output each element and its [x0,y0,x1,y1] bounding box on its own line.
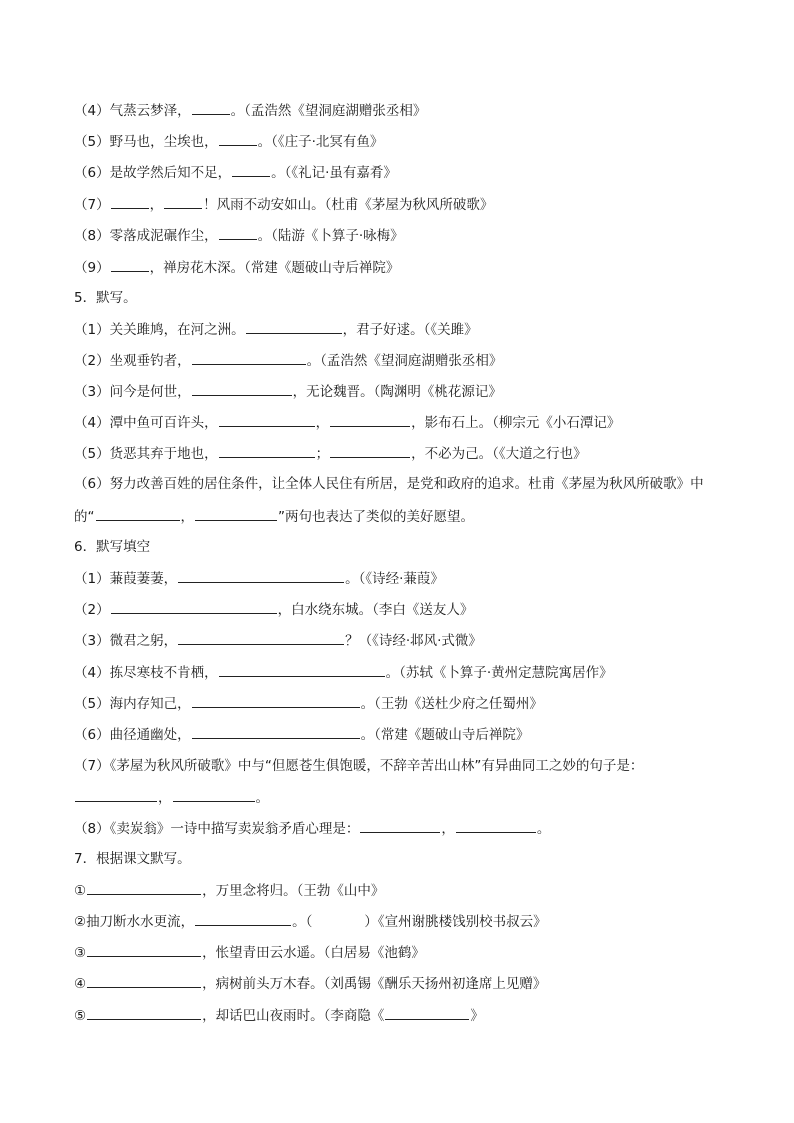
q7-title: 7．根据课文默写。 [74,851,191,867]
answer-blank[interactable] [385,1005,469,1020]
item-text: 坐观垂钓者， [109,353,191,369]
item-source: ？（《诗经·邶风·式微》 [345,633,482,649]
q7-item-1 [74,880,734,901]
item-number: （5） [74,696,110,712]
answer-blank[interactable] [195,911,291,926]
item-source: 。（陆游《卜算子·咏梅》 [257,228,404,244]
item-text: 是故学然后知不足， [109,165,232,181]
answer-blank[interactable] [87,973,201,988]
q6-title: 6．默写填空 [74,539,151,555]
q4-item-6 [74,162,734,183]
item-number: （5） [74,134,110,150]
q5-item-4 [74,412,734,433]
answer-blank[interactable] [192,693,360,708]
item-text: ， [180,509,194,525]
q6-item-7-line2 [74,787,734,808]
q6-item-7 [74,756,734,776]
item-source: ，白水绕东城。（李白《送友人》 [277,602,474,618]
item-text: 蒹葭萋萋， [109,571,178,587]
answer-blank[interactable] [219,131,257,146]
item-number: （6） [74,727,110,743]
item-source: ，无论魏晋。（陶渊明《桃花源记》 [292,384,502,400]
item-text: 的“ [74,509,95,525]
item-source: ，万里念将归。（王勃《山中》 [202,883,385,899]
item-number: （3） [74,633,110,649]
q4-item-9 [74,257,734,278]
item-number: （9） [74,260,110,276]
q6-item-1 [74,568,734,589]
item-text: 努力改善百姓的居住条件，让全体人民住有所居，是党和政府的追求。杜甫《茅屋为秋风所破歌》中 [109,476,704,492]
item-source: 。（孟浩然《望洞庭湖赠张丞相》 [306,353,503,369]
answer-blank[interactable] [111,599,277,614]
answer-blank[interactable] [219,412,315,427]
answer-blank[interactable] [246,319,342,334]
q7-item-3 [74,942,734,963]
answer-blank[interactable] [111,257,149,272]
item-source: ！风雨不动安如山。（杜甫《茅屋为秋风所破歌》 [203,197,494,213]
q6-item-5 [74,693,734,714]
answer-blank[interactable] [456,818,536,833]
item-text: 抽刀断水水更流， [86,914,195,930]
item-number: ⑤ [74,1008,87,1024]
item-number: （2） [74,602,110,618]
item-source: ，君子好逑。（《关雎》 [342,322,478,338]
item-source: ，影布石上。（柳宗元《小石潭记》 [411,415,621,431]
item-text: 野马也，尘埃也， [109,134,218,150]
q4-item-5 [74,131,734,152]
item-source: ，病树前头万木春。（刘禹锡《酬乐天扬州初逢席上见赠》 [202,976,547,992]
item-text: 。（ [292,914,313,930]
q5-item-2 [74,350,734,371]
answer-blank[interactable] [219,662,385,677]
item-text: 潭中鱼可百许头， [109,415,218,431]
item-text: ， [315,415,330,431]
item-text: 《卖炭翁》一诗中描写卖炭翁矛盾心理是： [109,821,360,837]
answer-blank[interactable] [330,412,410,427]
item-number: （1） [74,322,110,338]
item-text: 关关雎鸠，在河之洲。 [109,322,245,338]
item-source: 。（王勃《送杜少府之任蜀州》 [360,696,543,712]
item-source: 。（《礼记·虽有嘉肴》 [271,165,397,181]
item-number: （1） [74,571,110,587]
item-text: ， [441,821,455,837]
answer-blank[interactable] [219,443,315,458]
item-number: （7） [74,197,110,213]
item-text: 曲径通幽处， [109,727,191,743]
item-source: 。（常建《题破山寺后禅院》 [360,727,530,743]
item-source: 。（《诗经·蒹葭》 [345,571,444,587]
item-number: （4） [74,415,110,431]
item-number: （3） [74,384,110,400]
item-text: 。 [255,790,269,806]
item-text: ， [149,197,164,213]
item-number: ③ [74,945,87,961]
item-text: 货恶其弃于地也， [109,446,218,462]
answer-blank[interactable] [87,1005,201,1020]
answer-blank[interactable] [178,630,344,645]
answer-blank[interactable] [360,818,440,833]
q6-item-4 [74,662,734,683]
q5-title: 5．默写。 [74,290,137,306]
q4-item-4 [74,100,734,121]
q6-item-2 [74,599,734,620]
q4-item-8 [74,225,734,246]
item-source: 。（苏轼《卜算子·黄州定慧院寓居作》 [385,665,613,681]
item-number: （4） [74,103,110,119]
item-source: 》 [470,1008,484,1024]
item-number: （5） [74,446,110,462]
q7-item-2 [74,911,734,932]
item-text: ； [315,446,330,462]
item-text: 微君之躬， [109,633,178,649]
item-number: （8） [74,821,110,837]
q6-item-3 [74,630,734,651]
answer-blank[interactable] [178,568,344,583]
item-number: ④ [74,976,87,992]
item-text: 拣尽寒枝不肯栖， [109,665,218,681]
answer-blank[interactable] [232,162,270,177]
q7-item-4 [74,973,734,994]
answer-blank[interactable] [219,225,257,240]
answer-blank[interactable] [87,880,201,895]
item-text: ， [158,790,172,806]
answer-blank[interactable] [192,350,306,365]
item-source: ，不必为己。（《大道之行也》 [411,446,587,462]
q5-item-6-line2 [74,506,734,527]
item-source: ，怅望青田云水遥。（白居易《池鹤》 [202,945,425,961]
item-text: ”两句也表达了类似的美好愿望。 [278,509,474,525]
item-number: ① [74,883,87,899]
answer-blank[interactable] [87,942,201,957]
item-number: ② [74,914,87,930]
answer-blank[interactable] [111,194,149,209]
item-source: ，禅房花木深。（常建《题破山寺后禅院》 [149,260,400,276]
answer-blank[interactable] [330,443,410,458]
item-source: ）《宣州谢朓楼饯别校书叔云》 [364,914,547,930]
answer-blank[interactable] [195,506,277,521]
item-text: 。 [536,821,551,837]
item-text: 问今是何世， [109,384,191,400]
item-number: （7） [74,758,110,774]
item-source: 。（《庄子·北冥有鱼》 [257,134,384,150]
q6-item-8 [74,818,734,839]
item-number: （8） [74,228,110,244]
item-number: （4） [74,665,110,681]
item-number: （2） [74,353,110,369]
q5-item-3 [74,381,734,402]
answer-blank[interactable] [96,506,180,521]
q4-item-7 [74,194,734,215]
answer-blank[interactable] [75,787,157,802]
answer-blank[interactable] [164,194,202,209]
item-text: 《茅屋为秋风所破歌》中与“但愿苍生俱饱暖，不辞辛苦出山林”有异曲同工之妙的句子是： [109,758,644,774]
q7-item-5 [74,1005,734,1026]
item-text: 气蒸云梦泽， [109,103,191,119]
answer-blank[interactable] [173,787,255,802]
item-text: 海内存知己， [109,696,191,712]
item-text: 零落成泥碾作尘， [109,228,218,244]
q5-item-1 [74,319,734,340]
q5-item-6 [74,474,734,494]
item-source: 。（孟浩然《望洞庭湖赠张丞相》 [230,103,427,119]
answer-blank[interactable] [192,381,292,396]
answer-blank[interactable] [192,100,230,115]
item-source: ，却话巴山夜雨时。（李商隐《 [202,1008,385,1024]
q5-item-5 [74,443,734,464]
answer-blank[interactable] [192,724,360,739]
q6-item-6 [74,724,734,745]
item-number: （6） [74,165,110,181]
item-number: （6） [74,476,110,492]
